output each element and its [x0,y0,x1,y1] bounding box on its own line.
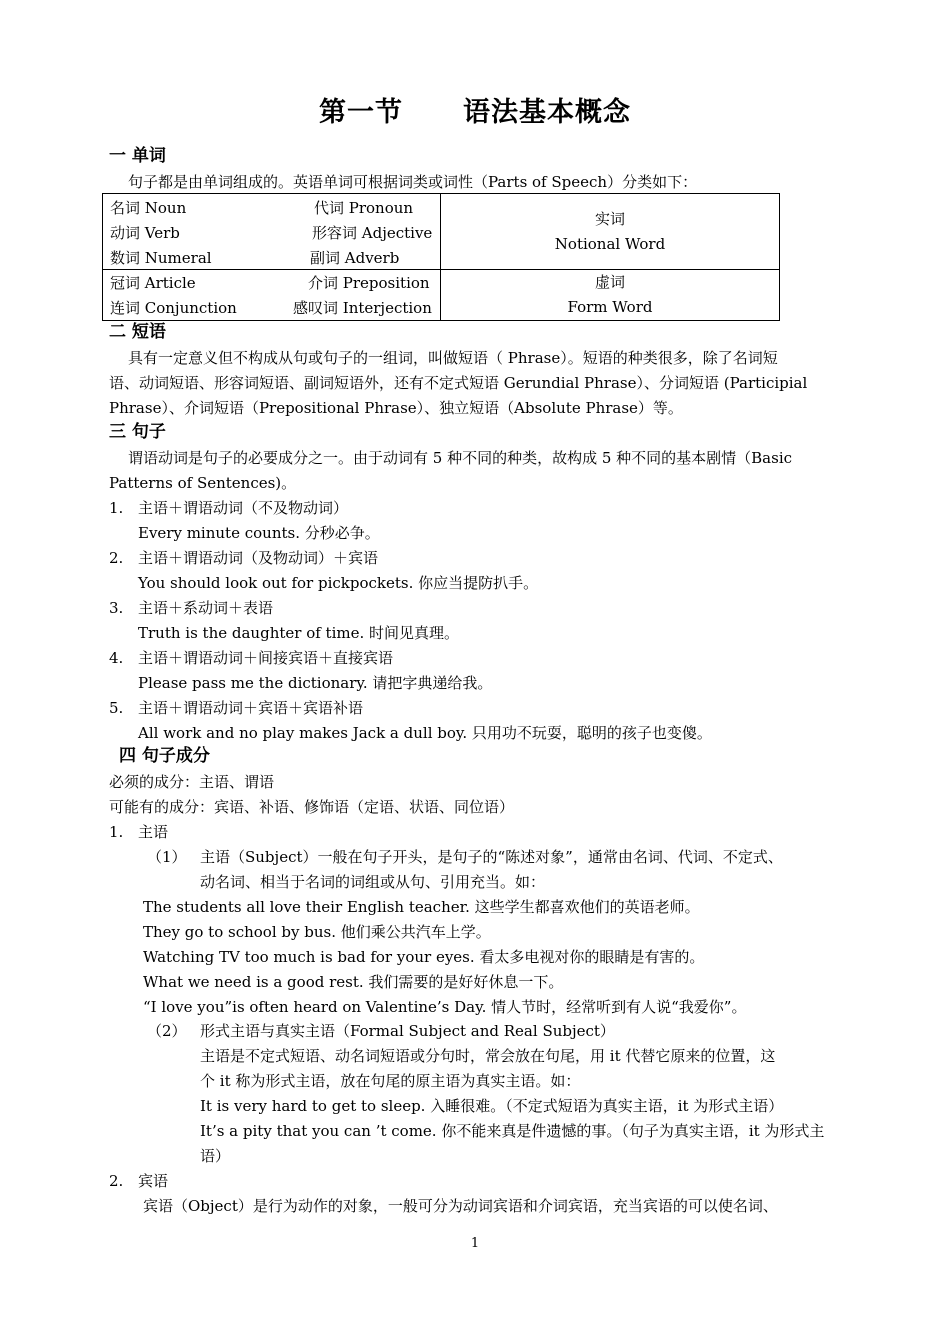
subject-example: Watching TV too much is bad for your eyes. 看太多电视对你的眼睛是有害的。 [143,948,705,966]
table-cell-verb: 动词 Verb [110,224,180,242]
pattern-example: Every minute counts. 分秒必争。 [138,524,380,542]
table-cell-noun: 名词 Noun [110,199,187,217]
section-heading-words: 一 单词 [109,146,166,166]
notional-label-en: Notional Word [554,234,666,253]
sub2-title: 形式主语与真实主语（Formal Subject and Real Subject） [200,1022,615,1040]
sub2-line1: 主语是不定式短语、动名词短语或分句时，常会放在句尾，用 it 代替它原来的位置，这 [200,1047,776,1065]
sub2-example2-cont: 语） [200,1147,231,1165]
pattern-num: 4. [109,649,124,667]
page-title [0,90,950,129]
optional-elements: 可能有的成分：宾语、补语、修饰语（定语、状语、同位语） [109,798,515,816]
pattern-example: You should look out for pickpockets. 你应当提防扒手。 [138,574,539,592]
pattern-rule: 主语＋系动词＋表语 [138,599,274,617]
sub2-num: （2） [147,1022,187,1040]
pattern-num: 3. [109,599,124,617]
pattern-num: 5. [109,699,124,717]
title-part1: 第一节 [319,97,403,128]
phrases-line3: Phrase）、介词短语（Prepositional Phrase）、独立短语（Absolute Phrase）等。 [109,399,683,417]
subject-example: The students all love their English teacher. 这些学生都喜欢他们的英语老师。 [143,898,700,916]
title-part2: 语法基本概念 [463,97,631,128]
pattern-rule: 主语＋谓语动词（不及物动词） [138,499,349,517]
sub2-example1: It is very hard to get to sleep. 入睡很难。（不定式短语为真实主语，it 为形式主语） [200,1097,784,1115]
section-heading-sentence-elements: 四 句子成分 [119,746,210,766]
pattern-example: Please pass me the dictionary. 请把字典递给我。 [138,674,493,692]
pattern-num: 2. [109,549,124,567]
item2-line1: 宾语（Object）是行为动作的对象，一般可分为动词宾语和介词宾语，充当宾语的可以使名词、 [143,1197,778,1215]
section-heading-phrases: 二 短语 [109,322,166,342]
table-cell-preposition: 介词 Preposition [308,274,430,292]
sub1-line1: 主语（Subject）一般在句子开头，是句子的“陈述对象”，通常由名词、代词、不定式、 [200,848,783,866]
pattern-example: All work and no play makes Jack a dull boy. 只用功不玩耍，聪明的孩子也变傻。 [138,724,712,742]
item1-title: 主语 [138,823,169,841]
pattern-example: Truth is the daughter of time. 时间见真理。 [138,624,460,642]
pattern-num: 1. [109,499,124,517]
table-cell-adjective: 形容词 Adjective [312,224,433,242]
sub1-num: （1） [147,848,187,866]
pattern-rule: 主语＋谓语动词（及物动词）＋宾语 [138,549,379,567]
form-label-en: Form Word [567,298,653,316]
subject-example: They go to school by bus. 他们乘公共汽车上学。 [143,923,491,941]
words-intro: 句子都是由单词组成的。英语单词可根据词类或词性（Parts of Speech）分类如下： [128,173,698,191]
subject-example: What we need is a good rest. 我们需要的是好好休息一下。 [143,973,564,991]
sub1-line2: 动名词、相当于名词的词组或从句、引用充当。如： [200,873,546,891]
pattern-rule: 主语＋谓语动词＋宾语＋宾语补语 [138,699,364,717]
sentences-line2: Patterns of Sentences)。 [109,474,297,492]
pattern-rule: 主语＋谓语动词＋间接宾语＋直接宾语 [138,649,394,667]
form-label-cn: 虚词 [594,273,625,291]
table-cell-conjunction: 连词 Conjunction [110,299,237,317]
sub2-line2: 个 it 称为形式主语，放在句尾的原主语为真实主语。如： [200,1072,581,1090]
table-cell-numeral: 数词 Numeral [110,249,212,267]
item2-num: 2. [109,1172,124,1190]
table-cell-pronoun: 代词 Pronoun [314,199,414,217]
table-cell-adverb: 副词 Adverb [310,249,400,267]
subject-example: “I love you”is often heard on Valentine’s Day. 情人节时，经常听到有人说“我爱你”。 [143,998,747,1016]
notional-label-cn: 实词 [594,209,625,228]
sentences-line1: 谓语动词是句子的必要成分之一。由于动词有 5 种不同的种类，故构成 5 种不同的基本剧情（Basic [128,449,793,467]
phrases-line2: 语、动词短语、形容词短语、副词短语外，还有不定式短语 Gerundial Phrase）、分词短语 (Participial [109,374,808,392]
required-elements: 必须的成分：主语、谓语 [109,773,275,791]
parts-of-speech-table [102,193,780,321]
section-heading-sentences: 三 句子 [109,422,166,442]
page-number: 1 [470,1236,480,1251]
table-cell-article: 冠词 Article [110,274,196,292]
item1-num: 1. [109,823,124,841]
table-cell-interjection: 感叹词 Interjection [293,299,432,317]
phrases-line1: 具有一定意义但不构成从句或句子的一组词，叫做短语（ Phrase）。短语的种类很多，除了名词短 [128,349,778,367]
item2-title: 宾语 [138,1172,169,1190]
sub2-example2: It’s a pity that you can ’t come. 你不能来真是件遗憾的事。（句子为真实主语，it 为形式主 [200,1122,825,1140]
